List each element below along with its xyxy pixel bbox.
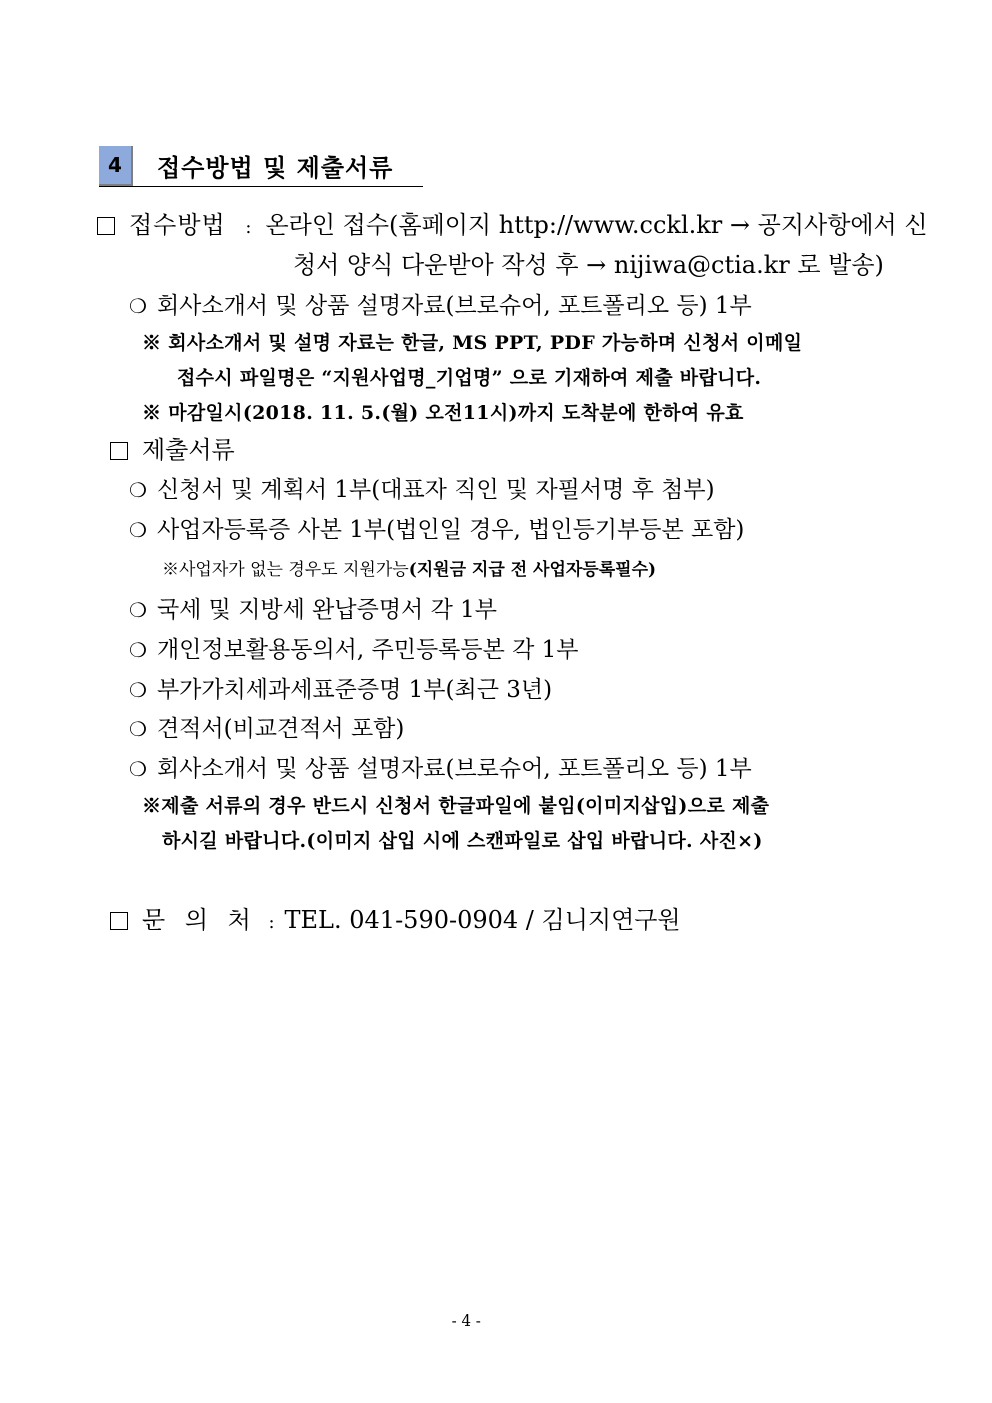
circle-bullet-icon: ❍ <box>129 717 147 741</box>
checkbox-square-icon <box>97 217 115 235</box>
checkbox-square-icon <box>110 912 128 930</box>
method-note2: ※ 마감일시(2018. 11. 5.(월) 오전11시)까지 도착분에 한하여 유효 <box>142 402 744 424</box>
section-number: 4 <box>99 146 133 186</box>
document-item-text: 회사소개서 및 상품 설명자료(브로슈어, 포트폴리오 등) 1부 <box>156 756 752 782</box>
document-item <box>129 631 579 664</box>
document-item <box>129 710 404 743</box>
document-item <box>129 750 752 783</box>
section-underline <box>99 186 423 187</box>
contact-colon: : <box>268 912 275 933</box>
documents-note-line1: ※제출 서류의 경우 반드시 신청서 한글파일에 붙임(이미지삽입)으로 제출 <box>142 795 770 817</box>
section-title: 접수방법 및 제출서류 <box>157 154 394 182</box>
method-line1: 온라인 접수(홈페이지 http://www.cckl.kr → 공지사항에서 신 <box>265 211 928 239</box>
business-reg-note-plain: ※사업자가 없는 경우도 지원가능 <box>162 560 409 580</box>
circle-bullet-icon: ❍ <box>129 757 147 781</box>
method-line2: 청서 양식 다운받아 작성 후 → nijiwa@ctia.kr 로 발송) <box>293 251 884 279</box>
business-reg-note-bold: (지원금 지급 전 사업자등록필수) <box>408 560 657 580</box>
circle-bullet-icon: ❍ <box>129 638 147 662</box>
method-bullet-text: 회사소개서 및 상품 설명자료(브로슈어, 포트폴리오 등) 1부 <box>156 293 752 319</box>
method-note1-line2: 접수시 파일명은 “지원사업명_기업명” 으로 기재하여 제출 바랍니다. <box>177 367 762 389</box>
document-item <box>129 471 715 504</box>
documents-label: 제출서류 <box>142 436 235 464</box>
method-bullet-item <box>129 287 752 320</box>
method-colon: : <box>245 217 252 238</box>
documents-note-line2: 하시길 바랍니다.(이미지 삽입 시에 스캔파일로 삽입 바랍니다. 사진×) <box>162 830 763 852</box>
contact-row <box>110 900 681 935</box>
circle-bullet-icon: ❍ <box>129 678 147 702</box>
circle-bullet-icon: ❍ <box>129 518 147 542</box>
document-item-text: 국세 및 지방세 완납증명서 각 1부 <box>156 597 497 623</box>
circle-bullet-icon: ❍ <box>129 598 147 622</box>
page-number: - 4 - <box>451 1311 481 1330</box>
document-item-text: 신청서 및 계획서 1부(대표자 직인 및 자필서명 후 첨부) <box>156 477 715 503</box>
checkbox-square-icon <box>110 442 128 460</box>
contact-value: TEL. 041-590-0904 / 김니지연구원 <box>284 906 681 934</box>
business-reg-note <box>162 555 656 580</box>
contact-label: 문 의 처 <box>142 906 257 934</box>
method-row <box>97 205 928 240</box>
document-item <box>129 511 744 544</box>
method-label: 접수방법 <box>129 211 226 239</box>
method-note1-line1: ※ 회사소개서 및 설명 자료는 한글, MS PPT, PDF 가능하며 신청서 이메일 <box>142 332 803 354</box>
document-item <box>129 671 552 704</box>
documents-heading <box>110 430 235 465</box>
document-item <box>129 591 497 624</box>
document-item-text: 부가가치세과세표준증명 1부(최근 3년) <box>156 677 553 703</box>
circle-bullet-icon: ❍ <box>129 478 147 502</box>
document-item-text: 개인정보활용동의서, 주민등록등본 각 1부 <box>156 637 579 663</box>
document-item-text: 사업자등록증 사본 1부(법인일 경우, 법인등기부등본 포함) <box>156 517 745 543</box>
circle-bullet-icon: ❍ <box>129 294 147 318</box>
document-item-text: 견적서(비교견적서 포함) <box>156 716 405 742</box>
